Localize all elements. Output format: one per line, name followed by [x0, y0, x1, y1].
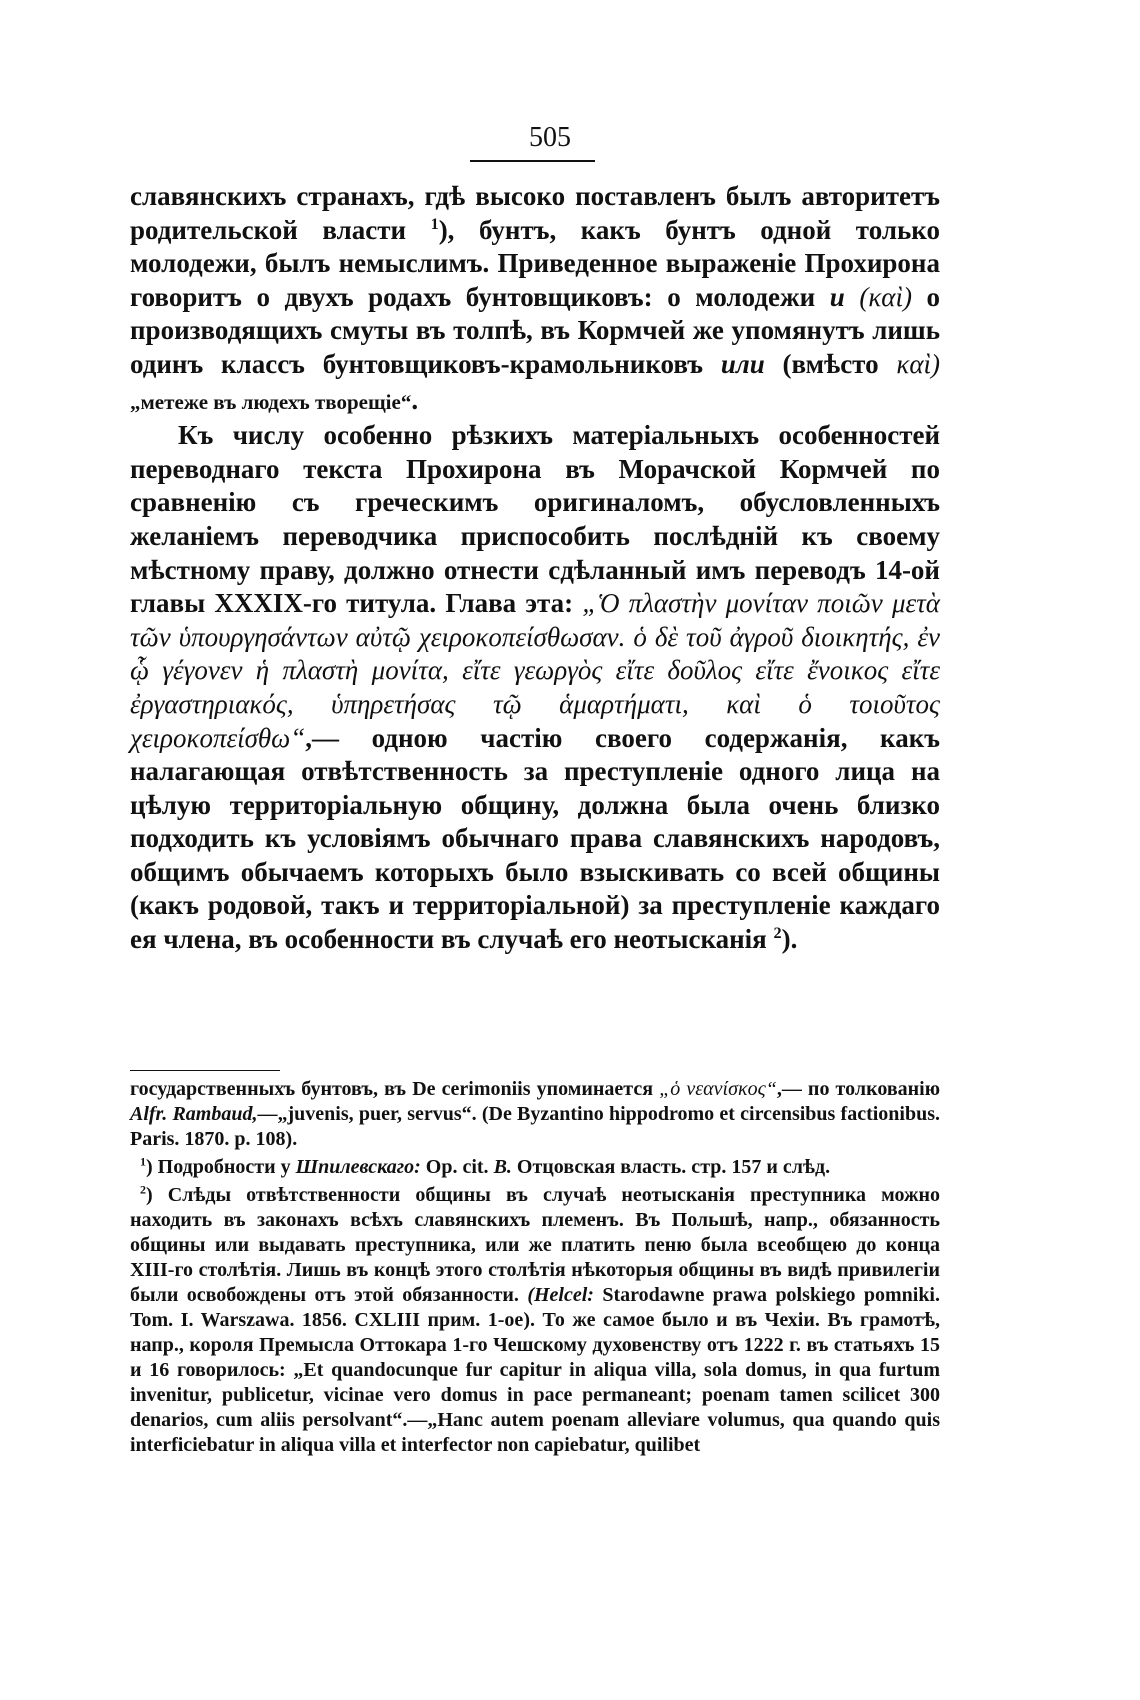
text-run: Къ числу особенно рѣзкихъ матеріальныхъ особенностей переводнаго текста Прохирона въ Морачской Кормчей по сравненію съ греческимъ оригиналомъ, обусловленныхъ желаніемъ переводчика приспособить послѣдній къ своему мѣстному праву, должно отнести сдѣланный имъ переводъ 14-ой главы XXXIX-го титула. Глава эта:: [130, 420, 940, 619]
footnote-ref-2: 2: [773, 924, 782, 943]
text-run: о производящихъ смуты въ толпѣ, въ Кормчей же упомянутъ лишь одинъ классъ бунтовщиковъ-крамольниковъ: [130, 281, 941, 379]
text-run: государственныхъ бунтовъ, въ De cerimoniis упоминается: [130, 1078, 660, 1100]
footnote-rule: [130, 1070, 280, 1071]
greek-quotation: „Ὁ πλαστὴν μονίταν ποιῶν μετὰ τῶν ὑπουργησάντων αὐτῷ χειροκοπείσθωσαν. ὁ δὲ τοῦ ἀγροῦ διοικητής, ἐν ᾧ γέγονεν ἡ πλαστὴ μονίτα, εἴτε γεωργὸς εἴτε δοῦλος εἴτε ἔνοικος εἴτε ἐργαστηριακός, ὑπηρετήσας τῷ ἁμαρτήματι, καὶ ὁ τοιοῦτος χειροκοπείσθω“: [130, 588, 940, 753]
text-run: ).: [781, 924, 798, 955]
main-text: [130, 180, 940, 957]
church-slavonic-quote: „метеже въ людехъ творещіе“: [130, 389, 412, 414]
footnote-mark: 2: [140, 1182, 146, 1197]
text-run: ,— по толкованію: [776, 1078, 941, 1100]
author-name: Alfr. Rambaud,: [130, 1103, 258, 1125]
italic-conjunction: и: [829, 281, 845, 312]
footnotes: [130, 1077, 940, 1461]
page-number: 505: [529, 122, 571, 153]
greek-word: (καὶ): [859, 281, 912, 312]
page-number-rule: [470, 160, 595, 162]
footnote-ref-1: 1: [430, 214, 439, 233]
footnote-2: [130, 1183, 940, 1458]
paragraph-1: [130, 180, 940, 419]
text-run: славянскихъ странахъ, гдѣ высоко поставленъ былъ авторитетъ родительской власти: [130, 181, 940, 245]
footnote-continuation: [130, 1077, 940, 1152]
text-run: ,— одною частію своего содержанія, какъ налагающая отвѣтственность за преступленіе одного лица на цѣлую территоріальную общину, должна была очень близко подходить къ условіямъ обычнаго права славянскихъ народовъ, общимъ обычаемъ которыхъ было взыскивать со всей общины (какъ родовой, такъ и территоріальной) за преступленіе каждаго ея члена, въ особенности въ случаѣ его неотысканія: [130, 722, 940, 955]
text-run: ), бунтъ, какъ бунтъ одной только молодежи, былъ немыслимъ. Приведенное выраженіе Прохирона говоритъ о двухъ родахъ бунтовщиковъ: о молодежи: [130, 214, 940, 312]
greek-word: καὶ): [896, 348, 940, 379]
text-run: Отцовская власть. стр. 157 и слѣд.: [511, 1156, 831, 1178]
italic-conjunction: или: [720, 348, 765, 379]
text-run: —„juvenis, puer, servus“. (De Byzantino hippodromo et circensibus factionibus. Paris. 1870. p. 108).: [130, 1103, 941, 1150]
text-run: (вмѣсто: [764, 348, 897, 379]
text-run: ) Слѣды отвѣтственности общины въ случаѣ неотысканія преступника можно находить въ законахъ всѣхъ славянскихъ племенъ. Въ Польшѣ, напр., обязанность общины или выдавать преступника, или же платить пеню была всеобщею до конца XIII-го столѣтія. Лишь въ концѣ этого столѣтія нѣкоторыя общины въ видѣ привилегіи были освобождены отъ этой обязанности.: [130, 1184, 940, 1306]
paragraph-2: [130, 419, 940, 957]
footnote-1: [130, 1155, 940, 1180]
section-mark: В.: [493, 1156, 512, 1178]
author-name: Шпилевскаго:: [295, 1156, 421, 1178]
greek-word: „ὁ νεανίσκος“: [659, 1078, 777, 1100]
text-run: Starodawne prawa polskiego pomniki. Tom. I. Warszawa. 1856. CXLIII прим. 1-ое). То же самое было и въ Чехіи. Въ грамотѣ, напр., короля Премысла Оттокара 1-го Чешскому духовенству отъ 1222 г. въ статьяхъ 15 и 16 говорилось: „Et quandocunque fur capitur in aliqua villa, sola domus, in qua furtum invenitur, publicetur, vicinae vero domus in pace permaneant; poenam tamen scilicet 300 denarios, cum aliis persolvant“.—„Hanc autem poenam alleviare volumus, qua quando quis interficiebatur in aliqua villa et interfector non capiebatur, quilibet: [130, 1284, 940, 1456]
text-run: .: [411, 384, 419, 415]
text-run: ) Подробности у: [146, 1156, 296, 1178]
author-name: (Helcel:: [527, 1284, 594, 1306]
footnote-mark: 1: [140, 1154, 146, 1169]
text-run: Op. cit.: [420, 1156, 494, 1178]
